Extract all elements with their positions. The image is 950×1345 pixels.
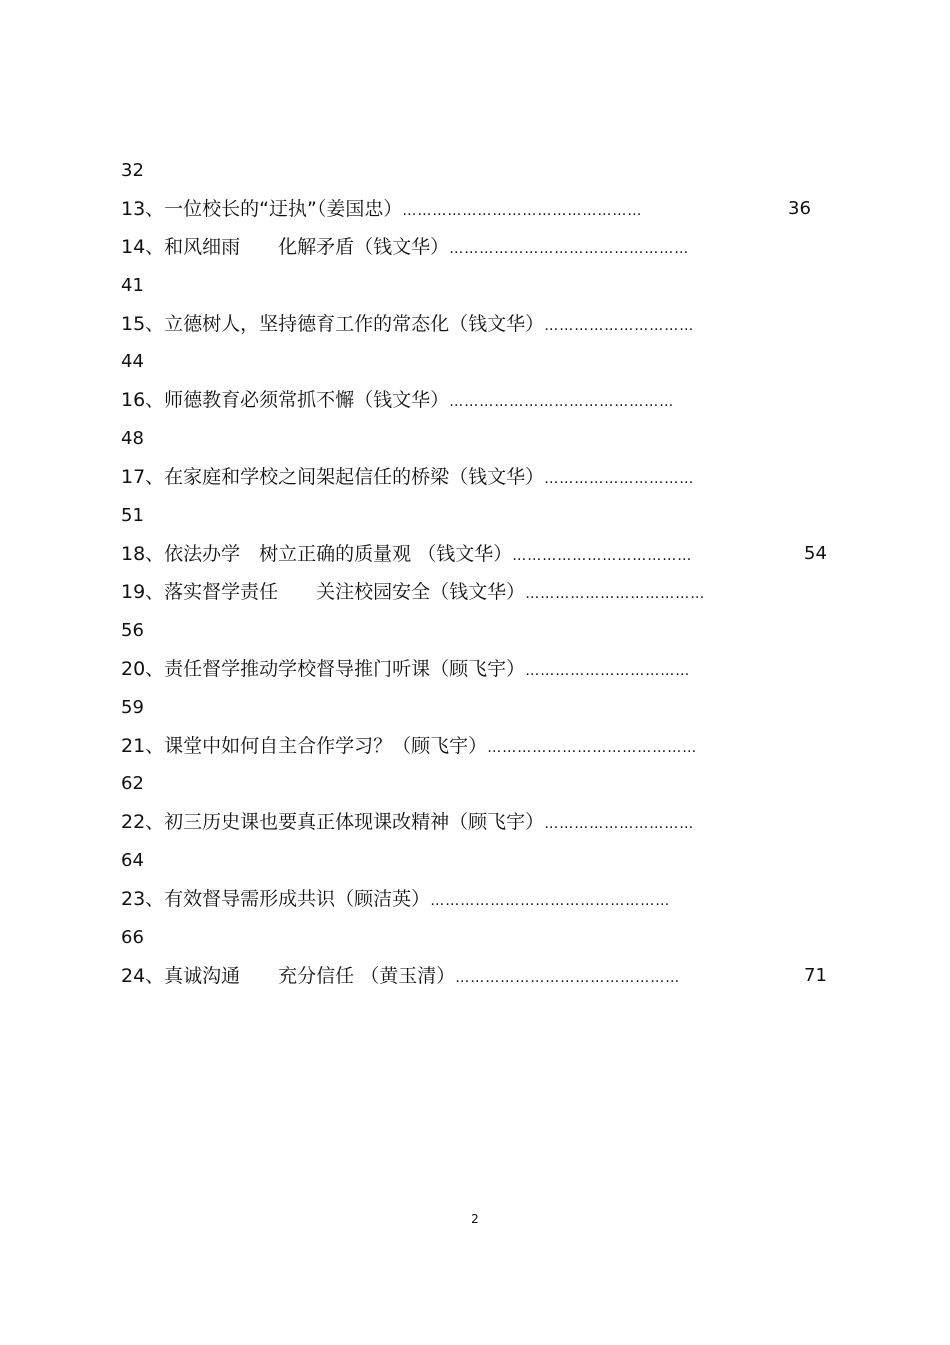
toc-entry (121, 233, 689, 261)
toc-entry-page: 36 (788, 198, 811, 219)
toc-entry-title: 20、责任督学推动学校督导推门听课（顾飞宇） (121, 658, 526, 680)
toc-page-number-line (121, 425, 144, 453)
toc-entry (121, 808, 694, 836)
page-number: 2 (471, 1212, 479, 1226)
toc-page-number-line (121, 924, 144, 952)
toc-leader-dots: ……………………………… (512, 548, 693, 564)
toc-page-number-line (121, 348, 144, 376)
toc-entry (121, 195, 642, 223)
toc-entry (121, 540, 692, 568)
toc-entry-title: 17、在家庭和学校之间架起信任的桥梁（钱文华） (121, 466, 545, 488)
toc-entry-page: 54 (804, 543, 827, 564)
toc-entry-title: 16、师德教育必须常抓不懈（钱文华） (121, 389, 450, 411)
toc-leader-dots: ……………………………… (525, 586, 706, 602)
toc-page-number: 59 (121, 697, 144, 718)
toc-page-number-line (121, 694, 144, 722)
toc-leader-dots: ……………………………………… (455, 970, 681, 986)
toc-page-number-line (121, 847, 144, 875)
toc-page-number: 41 (121, 275, 144, 296)
toc-leader-dots: ………………………………………… (430, 893, 671, 909)
toc-entry-title: 15、立德树人，坚持德育工作的常态化（钱文华） (121, 313, 545, 335)
toc-leader-dots: …………………………… (525, 663, 691, 679)
toc-entry (121, 578, 705, 606)
toc-leader-dots: ……………………………………… (449, 394, 675, 410)
toc-entry-title: 14、和风细雨 化解矛盾（钱文华） (121, 236, 450, 258)
toc-leader-dots: ………………………… (544, 816, 695, 832)
toc-entry-title: 22、初三历史课也要真正体现课改精神（顾飞宇） (121, 811, 545, 833)
toc-entry (121, 655, 690, 683)
toc-entry-title: 19、落实督学责任 关注校园安全（钱文华） (121, 581, 526, 603)
toc-page-number: 51 (121, 505, 144, 526)
toc-page-number: 48 (121, 428, 144, 449)
toc-entry-page: 71 (804, 965, 827, 986)
toc-entry-title: 18、依法办学 树立正确的质量观 （钱文华） (121, 543, 513, 565)
toc-entry (121, 962, 680, 990)
toc-entry (121, 310, 694, 338)
toc-leader-dots: ………………………………………… (402, 203, 643, 219)
toc-entry-title: 23、有效督导需形成共识（顾洁英） (121, 888, 431, 910)
toc-entry (121, 885, 670, 913)
toc-entry-title: 13、一位校长的“迂执”（姜国忠） (121, 198, 403, 220)
toc-leader-dots: ………………………………………… (449, 241, 690, 257)
toc-leader-dots: …………………………………… (487, 740, 698, 756)
toc-page-number: 32 (121, 160, 144, 181)
toc-page-number: 64 (121, 850, 144, 871)
toc-entry (121, 732, 697, 760)
toc-entry (121, 386, 674, 414)
toc-entry (121, 463, 694, 491)
toc-page-number-line (121, 272, 144, 300)
toc-leader-dots: ………………………… (544, 471, 695, 487)
toc-page-number-line (121, 502, 144, 530)
toc-entry-title: 21、课堂中如何自主合作学习？（顾飞宇） (121, 735, 488, 757)
toc-leader-dots: ………………………… (544, 318, 695, 334)
toc-entry-title: 24、真诚沟通 充分信任 （黄玉清） (121, 965, 456, 987)
toc-page-number: 66 (121, 927, 144, 948)
toc-page-number: 62 (121, 773, 144, 794)
toc-page-number-line (121, 157, 144, 185)
toc-page-number: 56 (121, 620, 144, 641)
toc-page-number: 44 (121, 351, 144, 372)
toc-page-number-line (121, 617, 144, 645)
toc-page-number-line (121, 770, 144, 798)
